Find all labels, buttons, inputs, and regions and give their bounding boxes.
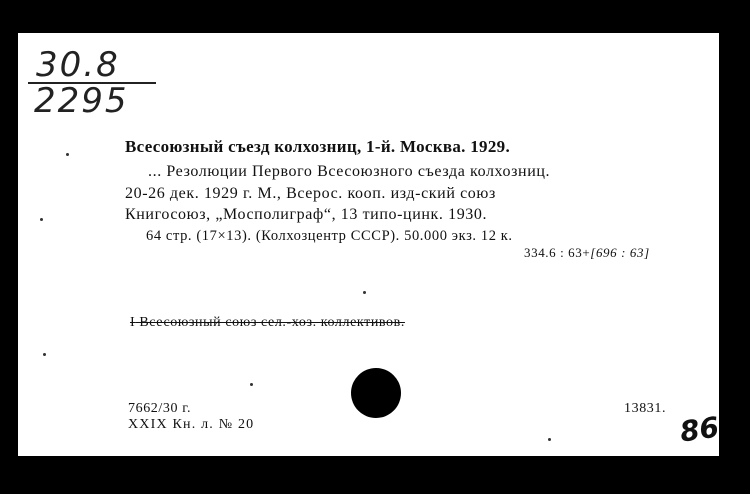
title-line-1: ... Резолюции Первого Всесоюзного съезда колхозниц. [148,163,551,180]
title-line-2: 20-26 дек. 1929 г. М., Всерос. кооп. изд-ский союз [125,185,496,202]
speck [66,153,69,156]
speck [43,353,46,356]
classification-main: 334.6 : 63+ [524,245,591,260]
accession-number: 7662/30 г. [128,401,192,416]
speck [363,291,366,294]
catalog-card [18,33,722,456]
shelfmark-bottom: 2295 [34,81,129,121]
collation-line: 64 стр. (17×13). (Колхозцентр СССР). 50.000 экз. 12 к. [146,228,513,244]
classification-bracket: [696 : 63] [590,245,650,260]
speck [548,438,551,441]
classification-code [524,245,650,261]
speck [250,383,253,386]
accession-register: XXIX Кн. л. № 20 [128,417,255,432]
tracing-prefix: I [130,315,136,330]
title-line-3: Книгосоюз, „Мосполиграф“, 13 типо-цинк. 1930. [125,206,488,223]
handwritten-initials: 86 [677,410,722,449]
punch-hole [351,368,401,418]
tracing-text: Всесоюзный союз сел.-хоз. коллективов. [135,315,405,330]
card-heading: Всесоюзный съезд колхозниц, 1-й. Москва. 1929. [125,137,511,156]
speck [40,218,43,221]
shelfmark-top: 30.8 [36,45,120,85]
tracing-line [130,315,405,331]
inventory-number: 13831. [624,401,667,416]
